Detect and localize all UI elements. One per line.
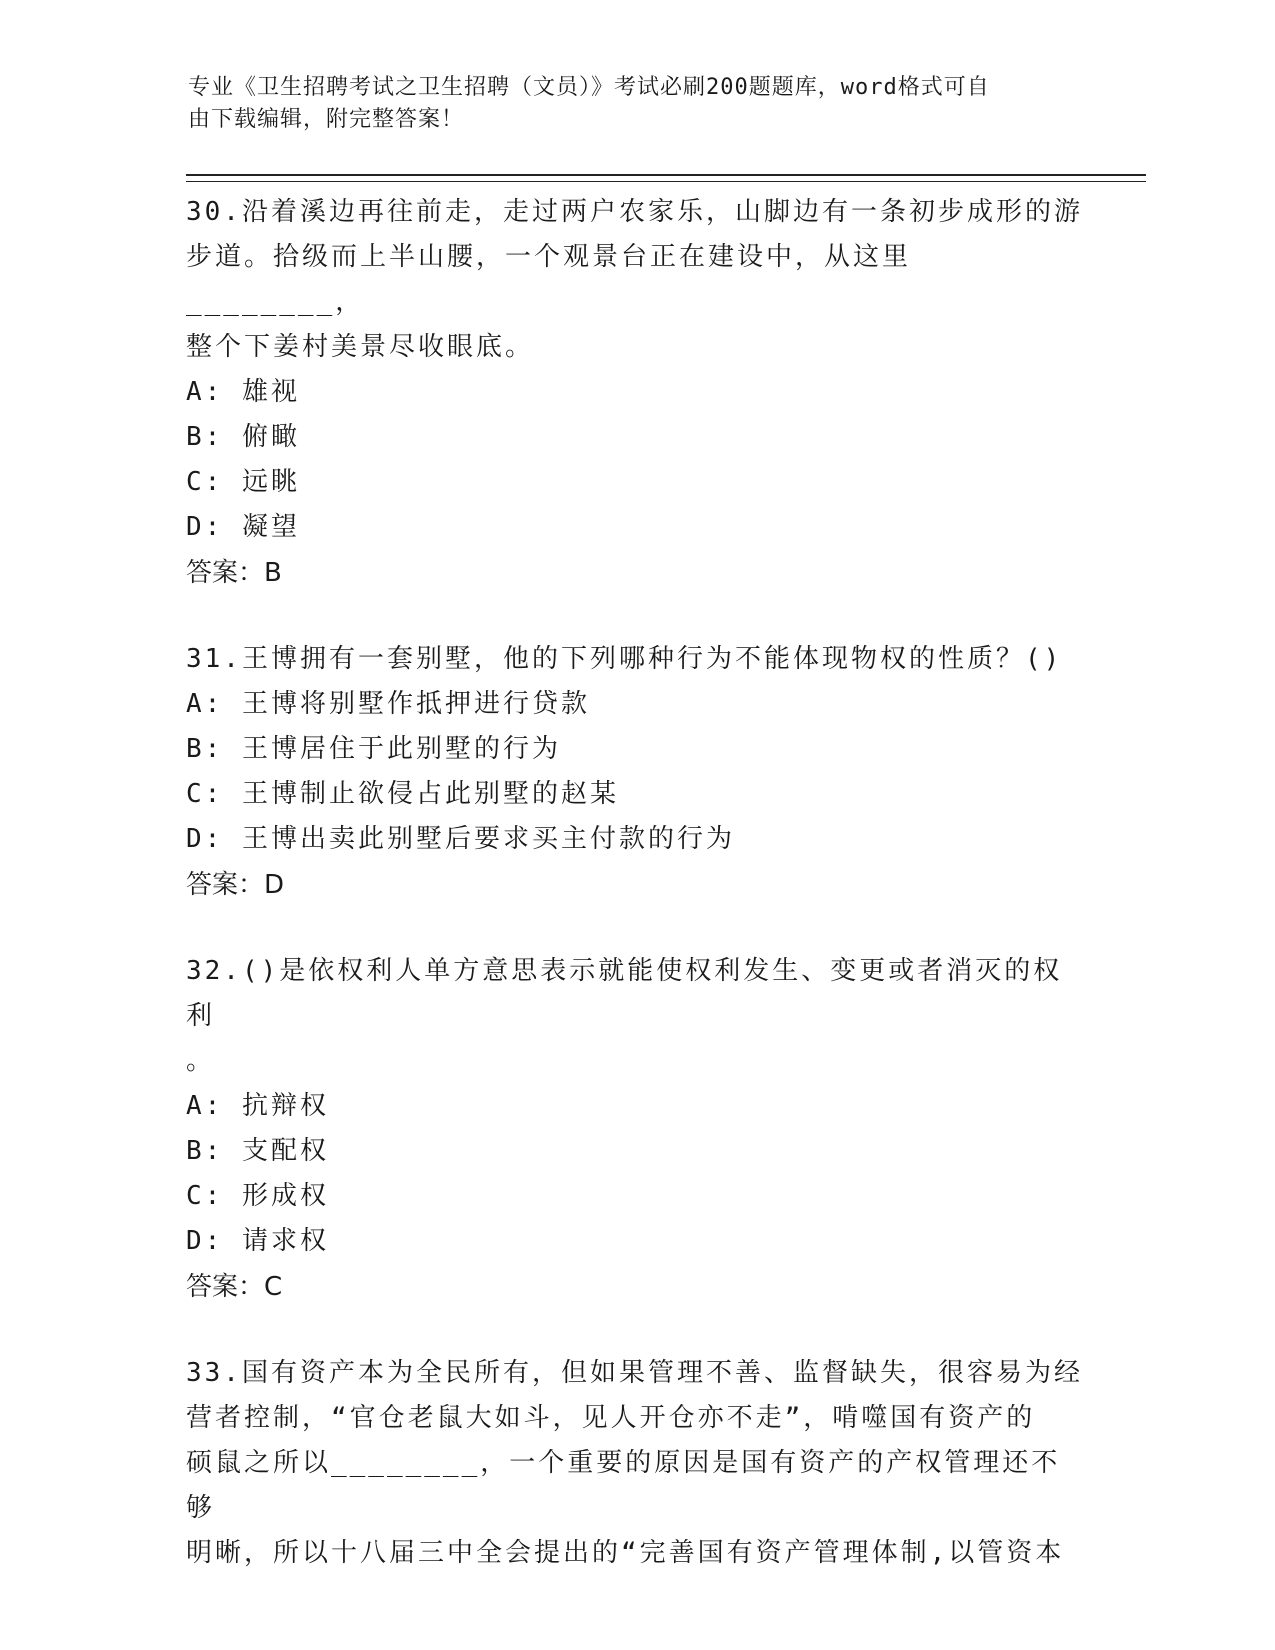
question-stem-line: 步道。拾级而上半山腰，一个观景台正在建设中，从这里________， (186, 242, 912, 317)
question-stem-line: 32.()是依权利人单方意思表示就能使权利发生、变更或者消灭的权利 (186, 956, 1063, 1031)
header-line-1: 专业《卫生招聘考试之卫生招聘（文员）》考试必刷200题题库，word格式可自 (188, 75, 990, 100)
option-b: B: 支配权 (186, 1136, 329, 1166)
option-a: A: 抗辩权 (186, 1091, 329, 1121)
question-stem-line: 硕鼠之所以________，一个重要的原因是国有资产的产权管理还不够 (186, 1448, 1061, 1523)
question-31 (186, 637, 1086, 909)
header-divider-thin (186, 181, 1146, 182)
question-33 (186, 1351, 1086, 1576)
question-list (186, 190, 1086, 1616)
answer: 答案：B (186, 558, 282, 588)
option-a: A: 王博将别墅作抵押进行贷款 (186, 689, 590, 719)
question-stem-line: 营者控制，“官仓老鼠大如斗，见人开仓亦不走”，啃噬国有资产的 (186, 1403, 1036, 1433)
header-divider-thick (186, 174, 1146, 176)
answer: 答案：D (186, 870, 285, 900)
option-a: A: 雄视 (186, 377, 300, 407)
header-line-2: 由下载编辑，附完整答案！ (188, 107, 465, 132)
question-stem-line: 30.沿着溪边再往前走，走过两户农家乐，山脚边有一条初步成形的游 (186, 197, 1083, 227)
question-stem-line: 31.王博拥有一套别墅，他的下列哪种行为不能体现物权的性质？() (186, 644, 1063, 674)
answer: 答案：C (186, 1272, 283, 1302)
document-header (188, 72, 1068, 136)
question-32 (186, 949, 1086, 1311)
option-d: D: 王博出卖此别墅后要求买主付款的行为 (186, 824, 735, 854)
option-c: C: 王博制止欲侵占此别墅的赵某 (186, 779, 619, 809)
question-stem-line: 整个下姜村美景尽收眼底。 (186, 332, 535, 362)
question-30 (186, 190, 1086, 597)
question-stem-line: 明晰，所以十八届三中全会提出的“完善国有资产管理体制,以管资本 (186, 1538, 1065, 1568)
option-b: B: 王博居住于此别墅的行为 (186, 734, 561, 764)
question-stem-line: 。 (186, 1046, 216, 1076)
option-d: D: 请求权 (186, 1226, 329, 1256)
option-d: D: 凝望 (186, 512, 300, 542)
question-stem-line: 33.国有资产本为全民所有，但如果管理不善、监督缺失，很容易为经 (186, 1358, 1083, 1388)
option-c: C: 远眺 (186, 467, 300, 497)
option-b: B: 俯瞰 (186, 422, 300, 452)
option-c: C: 形成权 (186, 1181, 329, 1211)
